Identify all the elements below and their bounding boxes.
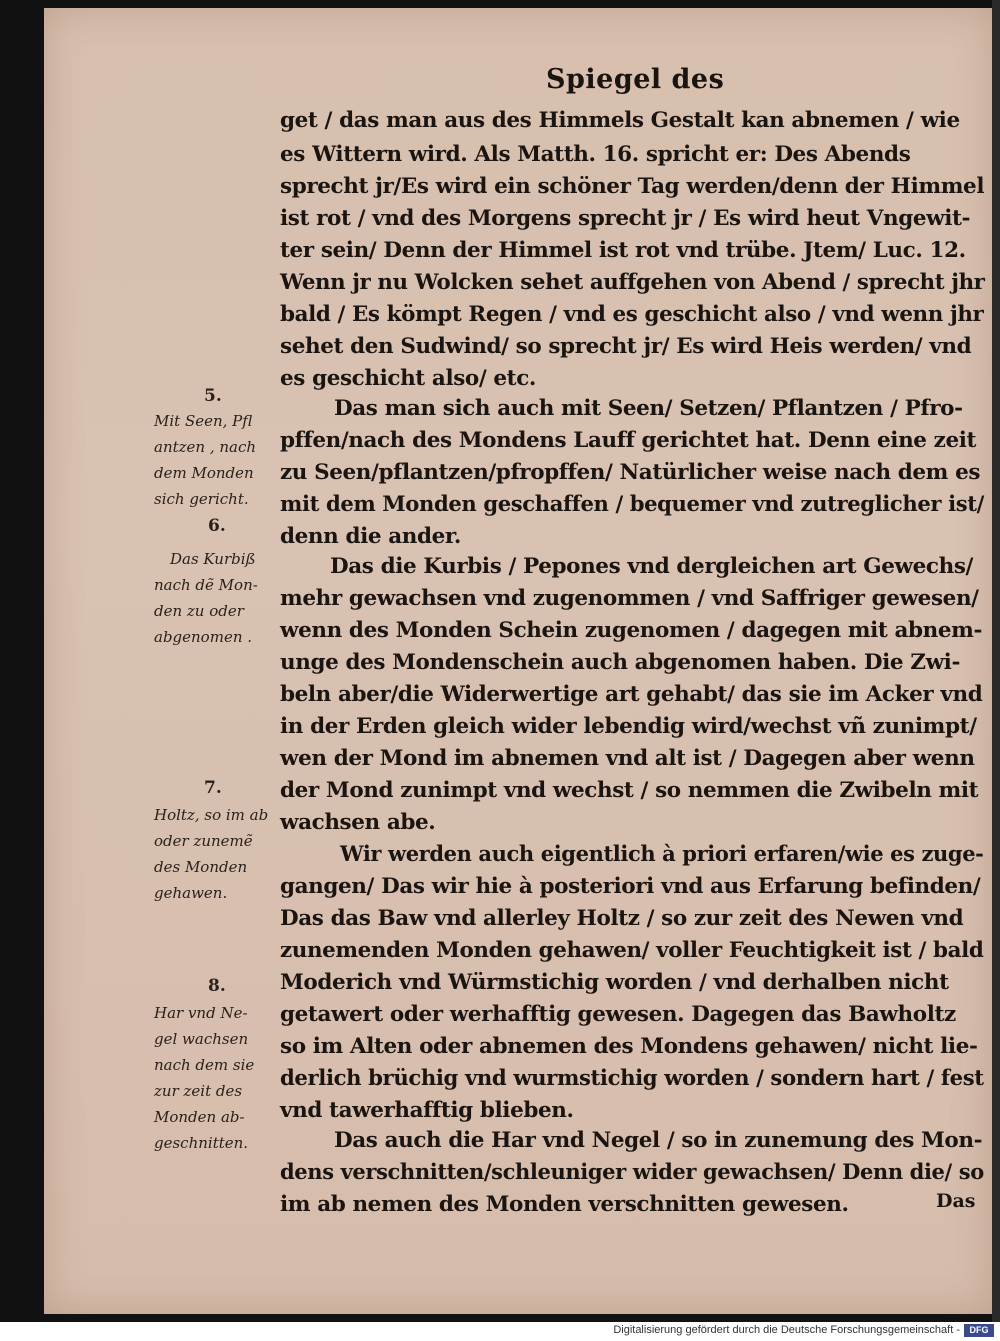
margin-note: gehawen. [154, 884, 228, 902]
text-line: mit dem Monden geschaffen / bequemer vnd zutreglicher ist/ [280, 492, 984, 517]
text-line: Das man sich auch mit Seen/ Setzen/ Pflantzen / Pfro- [334, 396, 963, 421]
margin-note: dem Monden [154, 464, 254, 482]
text-line: get / das man aus des Himmels Gestalt kan abnemen / wie [280, 108, 960, 133]
margin-note: Mit Seen, Pfl [154, 412, 253, 430]
margin-note: Monden ab- [154, 1108, 245, 1126]
text-line: gangen/ Das wir hie à posteriori vnd aus Erfarung befinden/ [280, 874, 981, 899]
text-line: unge des Mondenschein auch abgenomen haben. Die Zwi- [280, 650, 960, 675]
text-line: mehr gewachsen vnd zugenommen / vnd Saffriger gewesen/ [280, 586, 979, 611]
margin-note: des Monden [154, 858, 248, 876]
text-line: Moderich vnd Würmstichig worden / vnd derhalben nicht [280, 970, 949, 995]
footer-credit: Digitalisierung gefördert durch die Deutsche Forschungsgemeinschaft - [613, 1324, 960, 1336]
text-line: Wir werden auch eigentlich à priori erfaren/wie es zuge- [340, 842, 984, 867]
text-line: Das auch die Har vnd Negel / so in zunemung des Mon- [334, 1128, 983, 1153]
margin-number-5: 5. [204, 386, 222, 406]
margin-number-8: 8. [208, 976, 226, 996]
margin-note: Har vnd Ne- [154, 1004, 248, 1022]
margin-note: Holtz, so im ab [154, 806, 269, 824]
text-line: so im Alten oder abnemen des Mondens gehawen/ nicht lie- [280, 1034, 978, 1059]
text-line: derlich brüchig vnd wurmstichig worden / sondern hart / fest [280, 1066, 984, 1091]
text-line: Das die Kurbis / Pepones vnd dergleichen art Gewechs/ [330, 554, 974, 579]
text-line: im ab nemen des Monden verschnitten gewesen. [280, 1192, 849, 1217]
margin-number-7: 7. [204, 778, 222, 798]
text-line: es Wittern wird. Als Matth. 16. spricht er: Des Abends [280, 142, 911, 167]
text-line: bald / Es kömpt Regen / vnd es geschicht also / vnd wenn jhr [280, 302, 984, 327]
text-line: beln aber/die Widerwertige art gehabt/ das sie im Acker vnd [280, 682, 983, 707]
text-line: sprecht jr/Es wird ein schöner Tag werden/denn der Himmel [280, 174, 985, 199]
text-line: wenn des Monden Schein zugenomen / dagegen mit abnem- [280, 618, 983, 643]
running-head: Spiegel des [546, 64, 725, 95]
text-line: dens verschnitten/schleuniger wider gewachsen/ Denn die/ so [280, 1160, 984, 1185]
text-line: zu Seen/pflantzen/pfropffen/ Natürlicher weise nach dem es [280, 460, 981, 485]
margin-note: gel wachsen [154, 1030, 249, 1048]
text-line: ter sein/ Denn der Himmel ist rot vnd trübe. Jtem/ Luc. 12. [280, 238, 966, 263]
text-line: wen der Mond im abnemen vnd alt ist / Dagegen aber wenn [280, 746, 975, 771]
catchword: Das [936, 1190, 976, 1212]
margin-note: sich gericht. [154, 490, 249, 508]
text-line: Wenn jr nu Wolcken sehet auffgehen von Abend / sprecht jhr [280, 270, 985, 295]
dfg-logo: DFG [964, 1324, 994, 1337]
margin-note: antzen , nach [154, 438, 257, 456]
text-line: ist rot / vnd des Morgens sprecht jr / Es wird heut Vngewit- [280, 206, 971, 231]
text-line: denn die ander. [280, 524, 461, 549]
text-line: Das das Baw vnd allerley Holtz / so zur zeit des Newen vnd [280, 906, 964, 931]
margin-note: Das Kurbiß [170, 550, 256, 568]
page-edge [992, 0, 1000, 1322]
text-line: es geschicht also/ etc. [280, 366, 536, 391]
text-line: der Mond zunimpt vnd wechst / so nemmen die Zwibeln mit [280, 778, 979, 803]
text-line: sehet den Sudwind/ so sprecht jr/ Es wird Heis werden/ vnd [280, 334, 972, 359]
text-line: wachsen abe. [280, 810, 436, 835]
margin-note: nach dẽ Mon- [154, 576, 258, 594]
margin-note: geschnitten. [154, 1134, 249, 1152]
margin-note: nach dem sie [154, 1056, 255, 1074]
text-line: vnd tawerhafftig blieben. [280, 1098, 574, 1123]
text-line: getawert oder werhafftig gewesen. Dagegen das Bawholtz [280, 1002, 956, 1027]
margin-note: zur zeit des [154, 1082, 243, 1100]
text-line: zunemenden Monden gehawen/ voller Feuchtigkeit ist / bald [280, 938, 984, 963]
margin-number-6: 6. [208, 516, 226, 536]
text-line: in der Erden gleich wider lebendig wird/wechst vñ zunimpt/ [280, 714, 977, 739]
margin-note: den zu oder [154, 602, 244, 620]
text-line: pffen/nach des Mondens Lauff gerichtet hat. Denn eine zeit [280, 428, 977, 453]
margin-note: abgenomen . [154, 628, 253, 646]
margin-note: oder zunemẽ [154, 832, 253, 850]
